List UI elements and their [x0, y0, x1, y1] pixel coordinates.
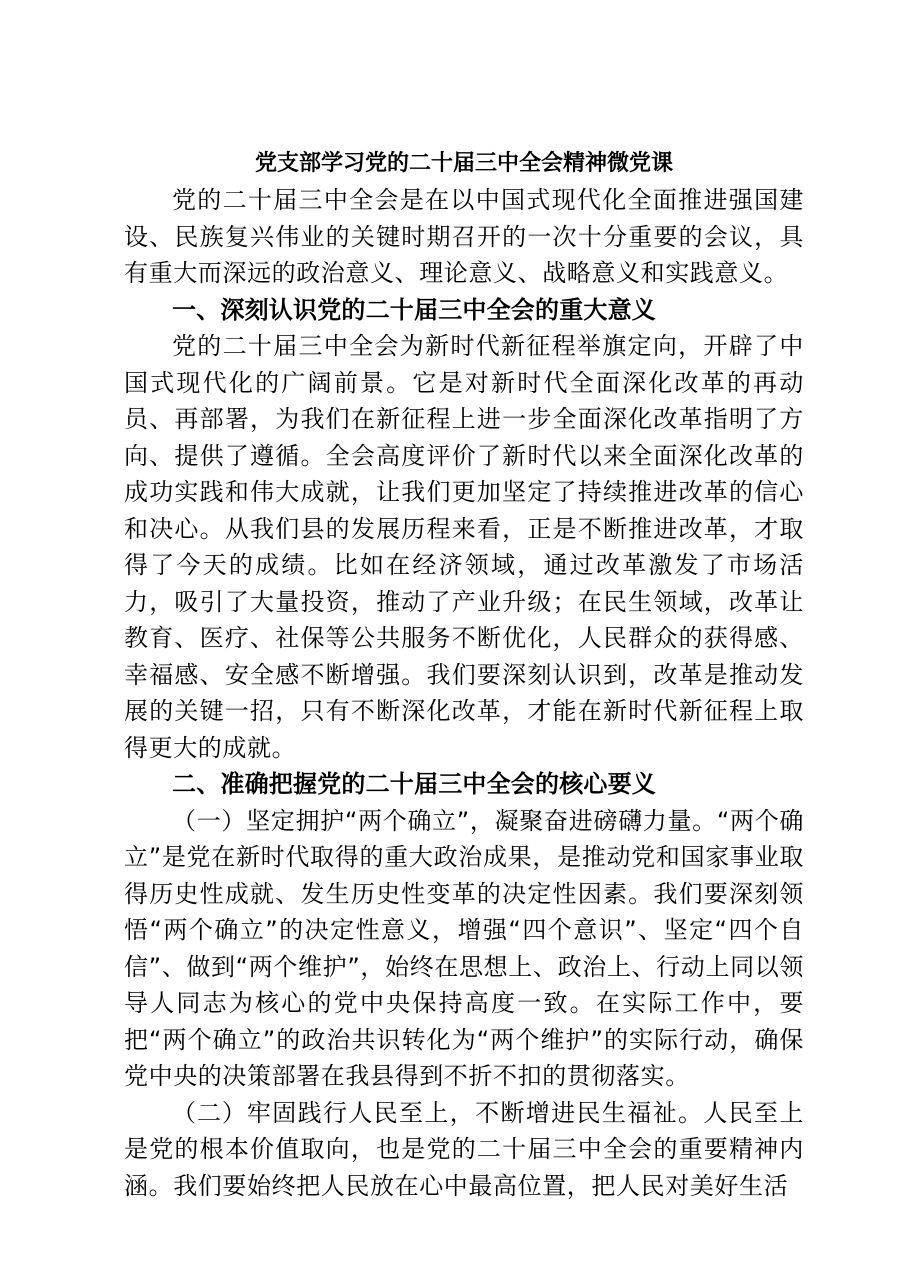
section-1-paragraph: 党的二十届三中全会为新时代新征程举旗定向，开辟了中国式现代化的广阔前景。它是对新时代全面深化改革的再动员、再部署，为我们在新征程上进一步全面深化改革指明了方向、提供了遵循。全会高度评价了新时代以来全面深化改革的成功实践和伟大成就，让我们更加坚定了持续推进改革的信心和决心。从我们县的发展历程来看，正是不断推进改革，才取得了今天的成绩。比如在经济领域，通过改革激发了市场活力，吸引了大量投资，推动了产业升级；在民生领域，改革让教育、医疗、社保等公共服务不断优化，人民群众的获得感、幸福感、安全感不断增强。我们要深刻认识到，改革是推动发展的关键一招，只有不断深化改革，才能在新时代新征程上取得更大的成就。 [124, 332, 804, 762]
document-title: 党支部学习党的二十届三中全会精神微党课 [254, 150, 673, 176]
document-body [124, 148, 804, 1204]
subsection-2-marker: （二） [172, 1098, 247, 1127]
subsection-2-paragraph [124, 1095, 804, 1205]
subsection-2-text: 牢固践行人民至上，不断增进民生福祉。人民至上是党的根本价值取向，也是党的二十届三中全会的重要精神内涵。我们要始终把人民放在心中最高位置，把人民对美好生活 [124, 1098, 804, 1200]
intro-paragraph: 党的二十届三中全会是在以中国式现代化全面推进强国建设、民族复兴伟业的关键时期召开的一次十分重要的会议，具有重大而深远的政治意义、理论意义、战略意义和实践意义。 [124, 186, 804, 287]
subsection-1-paragraph: （一）坚定拥护“两个确立”，凝聚奋进磅礴力量。“两个确立”是党在新时代取得的重大政治成果，是推动党和国家事业取得历史性成就、发生历史性变革的决定性因素。我们要深刻领悟“两个确立”的决定性意义，增强“四个意识”、坚定“四个自信”、做到“两个维护”，始终在思想上、政治上、行动上同以领导人同志为核心的党中央保持高度一致。在实际工作中，要把“两个确立”的政治共识转化为“两个维护”的实际行动，确保党中央的决策部署在我县得到不折不扣的贯彻落实。 [124, 806, 804, 1090]
section-1-heading: 一、深刻认识党的二十届三中全会的重大意义 [172, 295, 656, 324]
section-2-heading: 二、准确把握党的二十届三中全会的核心要义 [172, 770, 656, 798]
